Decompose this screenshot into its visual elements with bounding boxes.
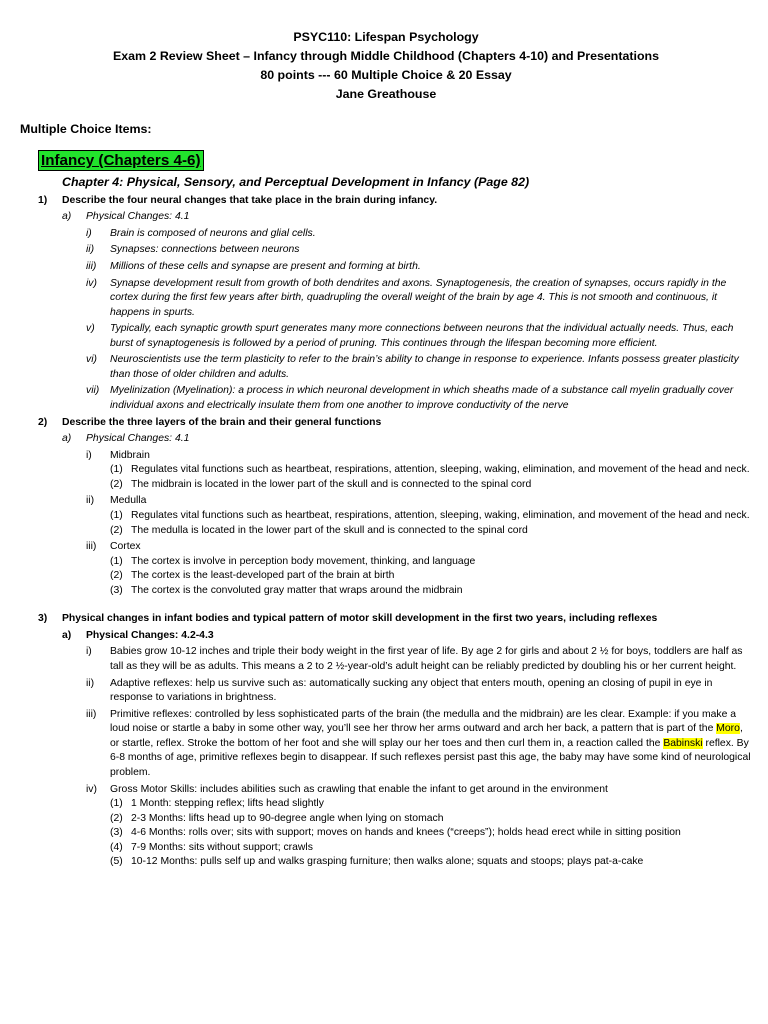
item-label: iii) [86,708,97,720]
item-label: ii) [86,495,95,507]
item-label: (5) [110,856,123,868]
item-text: Midbrain [110,449,150,461]
subsection-text: Physical Changes: 4.2-4.3 [86,629,214,641]
item-label: (1) [110,798,123,810]
item-label: (2) [110,570,123,582]
list-item [18,783,754,798]
item-label: (1) [110,555,123,567]
item-text: Synapse development result from growth of both dendrites and axons. Synaptogenesis, the creation of synapses, occurs rapidly in the cortex during the first few years after birth, quadrupling the overall weight of the brain by age 4. This is not smooth and continuous, it happens in spurts. [110,277,727,318]
item-text [110,709,751,778]
spacer [18,598,754,610]
item-text: 10-12 Months: pulls self up and walks grasping furniture; then walks alone; squats and stoops; plays pat-a-cake [131,856,644,868]
text-run: reflex. By 6-8 months of age, primitive reflexes begin to disappear. If such reflexes persist past this age, the baby may have some kind of neurological problem. [110,737,751,778]
item-text: Neuroscientists use the term plasticity to refer to the brain’s ability to change in response to experience. Infants possess greater plasticity than those of older children and adults. [110,354,739,380]
chapter-title: Chapter 4: Physical, Sensory, and Perceptual Development in Infancy (Page 82) [62,175,530,190]
text-run: Primitive reflexes: controlled by less sophisticated parts of the brain (the medulla and the midbrain) are les clear. Example: if you make a loud noise or startle a baby in some other way, you’ll see her throw her arms outward and arch her back, a pattern that is part of the [110,708,737,735]
motor-milestone [18,841,754,856]
item-text: 7-9 Months: sits without support; crawls [131,841,313,853]
question-number: 3) [38,613,48,625]
item-text: Brain is composed of neurons and glial cells. [110,227,316,239]
item-label: iv) [86,277,97,289]
brain-layer-cortex [18,540,754,555]
author-name: Jane Greathouse [335,87,437,101]
item-text: Babies grow 10-12 inches and triple their body weight in the first year of life. By age 2 for girls and about 2 ½ for boys, toddlers are half as tall as they will be as adults. This means a 2 to 2 ½-year-old’s adult height can be reliably predicted by doubling his or her current height. [110,646,743,673]
list-item [18,322,754,351]
question-text: Describe the three layers of the brain and their general functions [62,416,382,428]
item-label: (4) [110,841,123,853]
question-text: Describe the four neural changes that take place in the brain during infancy. [62,194,438,206]
list-item [18,509,754,524]
subsection-label: a) [62,629,72,641]
item-label: (2) [110,478,123,490]
multiple-choice-heading: Multiple Choice Items: [20,122,152,136]
item-text: Gross Motor Skills: includes abilities such as crawling that enable the infant to get around in the environment [110,783,608,795]
item-label: iv) [86,783,97,795]
item-text: 4-6 Months: rolls over; sits with support; moves on hands and knees (“creeps”); holds head erect while in sitting position [131,827,681,839]
item-label: i) [86,449,92,461]
item-text: The midbrain is located in the lower part of the skull and is connected to the spinal cord [131,478,532,490]
item-text: The medulla is located in the lower part of the skull and is connected to the spinal cord [131,524,528,536]
subsection [18,629,754,644]
item-text: Regulates vital functions such as heartbeat, respirations, attention, sleeping, waking, elimination, and movement of the head and neck. [131,509,750,521]
item-text: 2-3 Months: lifts head up to 90-degree angle when lying on stomach [131,812,444,824]
item-label: iii) [86,260,97,272]
item-label: i) [86,646,92,658]
brain-layer-midbrain [18,449,754,464]
course-title: PSYC110: Lifespan Psychology [293,30,479,44]
motor-milestone [18,797,754,812]
subsection [18,432,754,447]
list-item [18,524,754,539]
item-label: (2) [110,524,123,536]
item-text: The cortex is the least-developed part of the brain at birth [131,570,395,582]
item-label: i) [86,227,92,239]
motor-milestone [18,812,754,827]
item-text: Medulla [110,495,147,507]
item-text: Synapses: connections between neurons [110,244,300,256]
motor-milestone [18,855,754,870]
item-label: iii) [86,541,97,553]
exam-title: Exam 2 Review Sheet – Infancy through Middle Childhood (Chapters 4-10) and Presentations [113,49,659,63]
section-title-infancy: Infancy (Chapters 4-6) [38,150,204,171]
brain-layer-medulla [18,494,754,509]
item-label: (1) [110,464,123,476]
subsection-text: Physical Changes: 4.1 [86,433,190,445]
list-item [18,353,754,382]
highlighted-term-babinski: Babinski [663,737,703,749]
item-label: (3) [110,584,123,596]
list-item [18,584,754,599]
list-item [18,227,754,242]
item-label: ii) [86,677,95,689]
question-number: 1) [38,194,48,206]
list-item [18,708,754,781]
item-text: Millions of these cells and synapse are present and forming at birth. [110,260,421,272]
list-item [18,260,754,275]
motor-milestone [18,826,754,841]
item-text: Cortex [110,541,141,553]
list-item [18,677,754,706]
list-item [18,555,754,570]
item-text: The cortex is the convoluted gray matter that wraps around the midbrain [131,584,463,596]
item-text: The cortex is involve in perception body movement, thinking, and language [131,555,476,567]
question-2 [18,416,754,431]
subsection-text: Physical Changes: 4.1 [86,211,190,223]
list-item [18,384,754,413]
item-label: (1) [110,509,123,521]
item-label: vi) [86,354,97,366]
item-label: (2) [110,812,123,824]
list-item [18,569,754,584]
item-label: vii) [86,385,100,397]
item-text: Regulates vital functions such as heartbeat, respirations, attention, sleeping, waking, elimination, and movement of the head and neck. [131,464,750,476]
item-label: (3) [110,827,123,839]
highlighted-term-moro: Moro [716,723,740,735]
list-item [18,243,754,258]
text-run: , or startle, reflex. Stroke the bottom of her foot and she will splay our her toes and then curl them in, a reaction called the [110,723,743,749]
subsection-label: a) [62,211,72,223]
item-label: ii) [86,244,95,256]
question-text: Physical changes in infant bodies and typical pattern of motor skill development in the first two years, including reflexes [62,613,658,625]
document-header [18,28,754,104]
item-text: Myelinization (Myelination): a process in which neuronal development in which sheaths made of a substance call myelin gradually cover individual axons and electrically insulate them from one another to improve conductivity of the nerve [110,385,734,412]
item-text: 1 Month: stepping reflex; lifts head slightly [131,798,324,810]
list-item [18,277,754,321]
list-item [18,463,754,478]
list-item [18,645,754,674]
item-text: Typically, each synaptic growth spurt generates many more connections between neurons that the individual actually needs. Thus, each burst of synaptogenesis is followed by a period of pruning. This continues through the lifespan becoming more efficient. [110,323,734,349]
points-line: 80 points --- 60 Multiple Choice & 20 Essay [260,68,512,82]
item-text: Adaptive reflexes: help us survive such as: automatically sucking any object that enters mouth, opening an closing of pupil in eye in response to variations in brightness. [110,677,713,704]
question-1 [18,194,754,209]
subsection-label: a) [62,433,72,445]
question-3 [18,612,754,627]
subsection [18,210,754,225]
question-number: 2) [38,416,48,428]
list-item [18,478,754,493]
item-label: v) [86,323,95,335]
